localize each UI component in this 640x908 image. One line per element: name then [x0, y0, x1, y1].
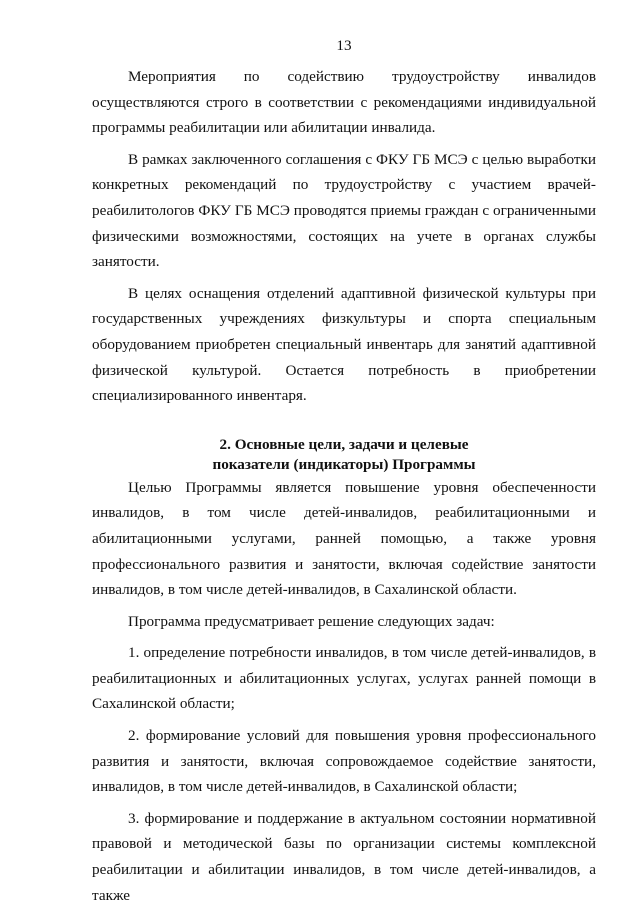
- paragraph-agreement-mse: В рамках заключенного соглашения с ФКУ ГБ МСЭ с целью выработки конкретных рекомендаций по трудоустройству с участием врачей-реабилитологов ФКУ ГБ МСЭ проводятся приемы граждан с ограниченными физическими возможностями, состоящих на учете в органах службы занятости.: [92, 150, 596, 271]
- section-heading: [92, 435, 596, 475]
- paragraph-tasks-intro: Программа предусматривает решение следующих задач:: [128, 612, 495, 630]
- paragraph-employment-measures: Мероприятия по содействию трудоустройству инвалидов осуществляются строго в соответствии с рекомендациями индивидуальной программы реабилитации или абилитации инвалида.: [92, 68, 596, 137]
- section-heading-line-2: показатели (индикаторы) Программы: [212, 455, 476, 473]
- paragraph-task-3: 3. формирование и поддержание в актуальном состоянии нормативной правовой и методической базы по организации системы комплексной реабилитации и абилитации инвалидов, в том числе детей-инвалидов, а также: [92, 809, 596, 904]
- section-heading-line-1: 2. Основные цели, задачи и целевые: [219, 435, 469, 453]
- document-body: [92, 64, 596, 908]
- paragraph-task-2: 2. формирование условий для повышения уровня профессионального развития и занятости, включая сопровождаемое содействие занятости, инвалидов, в том числе детей-инвалидов, в Сахалинской области;: [92, 727, 596, 796]
- paragraph-task-1: 1. определение потребности инвалидов, в том числе детей-инвалидов, в реабилитационных и абилитационных услугах, услугах ранней помощи в Сахалинской области;: [92, 644, 596, 713]
- page-number: 13: [336, 37, 352, 54]
- document-page: [92, 0, 596, 905]
- paragraph-adaptive-sports: В целях оснащения отделений адаптивной физической культуры при государственных учреждениях физкультуры и спорта специальным оборудованием приобретен специальный инвентарь для занятий адаптивной физической культурой. Остается потребность в приобретении специализированного инвентаря.: [92, 284, 596, 405]
- paragraph-program-goal: Целью Программы является повышение уровня обеспеченности инвалидов, в том числе детей-инвалидов, реабилитационными и абилитационными услугами, ранней помощью, а также уровня профессионального развития и занятости, включая содействие занятости инвалидов, в том числе детей-инвалидов, в Сахалинской области.: [92, 478, 596, 599]
